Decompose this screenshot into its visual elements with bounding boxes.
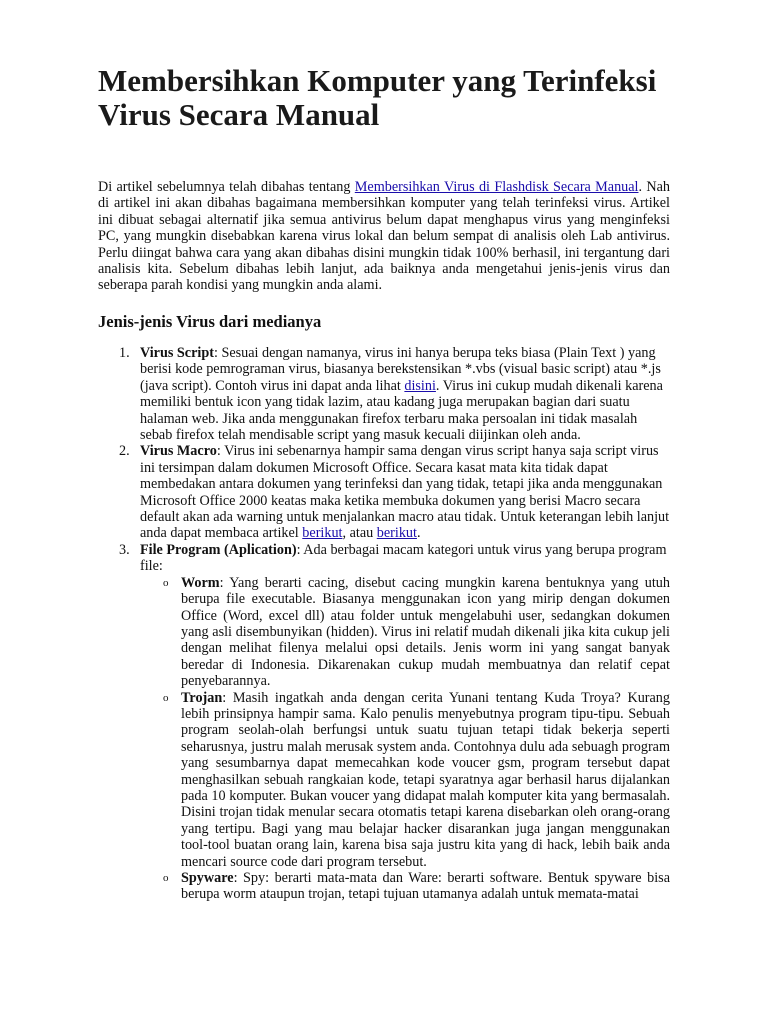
list-number: 3. xyxy=(119,541,130,558)
subitem-text: : Yang berarti cacing, disebut cacing mungkin karena bentuknya yang utuh berupa file executable. Biasanya menggunakan icon yang mirip dengan dokumen Office (Word, excel dll) atau folder untuk mengelabuhi user, sedangkan dokumen yang asli disembunyikan (hidden). Virus ini relatif mudah dikenali jika kita cukup jeli dengan melihat filenya melalui opsi details. Jenis worm ini yang sangat banyak beredar di Indonesia. Dikarenakan cukup mudah membuatnya dan relatif cepat penyebarannya. xyxy=(181,574,670,690)
link-berikut-2[interactable]: berikut xyxy=(376,525,417,542)
section-heading: Jenis-jenis Virus dari medianya xyxy=(98,312,322,331)
subitem-term: Worm xyxy=(181,574,220,591)
list-item-virus-script xyxy=(98,345,670,443)
sublist-item-worm xyxy=(140,575,670,690)
subitem-text: : Spy: berarti mata-mata dan Ware: berarti software. Bentuk spyware bisa berupa worm ataupun trojan, tetapi tujuan utamanya adalah untuk memata-matai xyxy=(181,870,670,903)
item-text-middle: , atau xyxy=(342,525,377,542)
list-item-virus-macro xyxy=(98,443,670,541)
link-berikut-1[interactable]: berikut xyxy=(302,525,343,542)
program-file-sublist xyxy=(140,575,670,903)
link-membersihkan-virus-flashdisk[interactable]: Membersihkan Virus di Flashdisk Secara Manual xyxy=(354,179,639,195)
sublist-item-trojan xyxy=(140,690,670,870)
item-term: File Program (Aplication) xyxy=(140,541,297,558)
intro-text-end: . Nah di artikel ini akan dibahas bagaimana membersihkan komputer yang telah terinfeksi virus. Artikel ini dibuat sebagai alternatif jika semua antivirus belum dapat menghapus virus yang menginfeksi PC, yang mungkin disebabkan karena virus lokal dan belum sempat di analisis oleh Lab antivirus. Perlu diingat bahwa cara yang akan dibahas disini mungkin tidak 100% berhasil, ini tergantung dari analisis kita. Sebelum dibahas lebih lanjut, ada baiknya anda mengetahui jenis-jenis virus dan seberapa parah kondisi yang mungkin anda alami. xyxy=(98,179,671,294)
intro-text-start: Di artikel sebelumnya telah dibahas tentang xyxy=(98,179,355,195)
subitem-term: Spyware xyxy=(181,870,234,886)
circle-bullet-icon: o xyxy=(163,576,169,589)
article-title: Membersihkan Komputer yang Terinfeksi Virus Secara Manual xyxy=(98,63,657,132)
subitem-text: : Masih ingatkah anda dengan cerita Yunani tentang Kuda Troya? Kurang lebih prinsipnya hampir sama. Kalo penulis menyebutnya program tipu-tipu. Sebuah program seolah-olah berfungsi untuk suatu tujuan tetapi tidak bekerja seperti seharusnya, justru malah merusak system anda. Contohnya dulu ada sebuagh program yang sesumbarnya dapat memecahkan kode voucer gsm, program tersebut dapat menghasilkan sebuah rangkaian kode, tetapi syaratnya agar berhasil harus dijalankan pada 10 komputer. Bukan voucer yang didapat malah komputer kita yang bermasalah. Disini trojan tidak menular secara otomatis tetapi karena disebarkan oleh orang-orang yang tertipu. Bagi yang mau belajar hacker disarankan juga jangan menggunakan tool-tool buatan orang lain, karena bisa saja justru kita yang di hack, lebih baik anda mencari source code dari program tersebut. xyxy=(181,689,670,870)
item-text-end: . Virus ini cukup mudah dikenali karena memiliki bentuk icon yang tidak lazim, atau kadang juga merupakan bagian dari suatu halaman web. Jika anda menggunakan firefox terbaru maka persoalan ini tidak masalah sebab firefox telah mendisable script yang masuk kecuali diijinkan oleh anda. xyxy=(140,377,663,444)
list-number: 2. xyxy=(119,443,130,460)
item-text: : Virus ini sebenarnya hampir sama dengan virus script hanya saja script virus ini tersimpan dalam dokumen Microsoft Office. Secara kasat mata kita tidak dapat membedakan antara dokumen yang terinfeksi dan yang tidak, tetapi jika anda menggunakan Microsoft Office 2000 keatas maka ketika membuka dokumen yang berisi Macro secara default akan ada warning untuk menjalankan macro atau tidak. Untuk keterangan lebih lanjut anda dapat membaca artikel xyxy=(140,443,670,542)
list-number: 1. xyxy=(119,345,130,361)
item-term: Virus Macro xyxy=(140,443,217,460)
item-term: Virus Script xyxy=(140,345,214,361)
virus-types-list xyxy=(98,345,670,903)
item-text: : Ada berbagai macam kategori untuk virus yang berupa program file: xyxy=(140,541,667,575)
item-text: : Sesuai dengan namanya, virus ini hanya berupa teks biasa (Plain Text ) yang berisi kode pemrograman virus, biasanya berekstensikan *.vbs (visual basic script) atau *.js (java script). Contoh virus ini dapat anda lihat xyxy=(140,345,661,394)
circle-bullet-icon: o xyxy=(163,872,169,884)
link-disini[interactable]: disini xyxy=(404,377,436,394)
list-item-file-program xyxy=(98,542,670,903)
intro-paragraph xyxy=(98,179,670,294)
subitem-term: Trojan xyxy=(181,689,223,706)
circle-bullet-icon: o xyxy=(163,691,169,704)
sublist-item-spyware xyxy=(140,870,670,903)
item-text-end: . xyxy=(416,525,421,542)
